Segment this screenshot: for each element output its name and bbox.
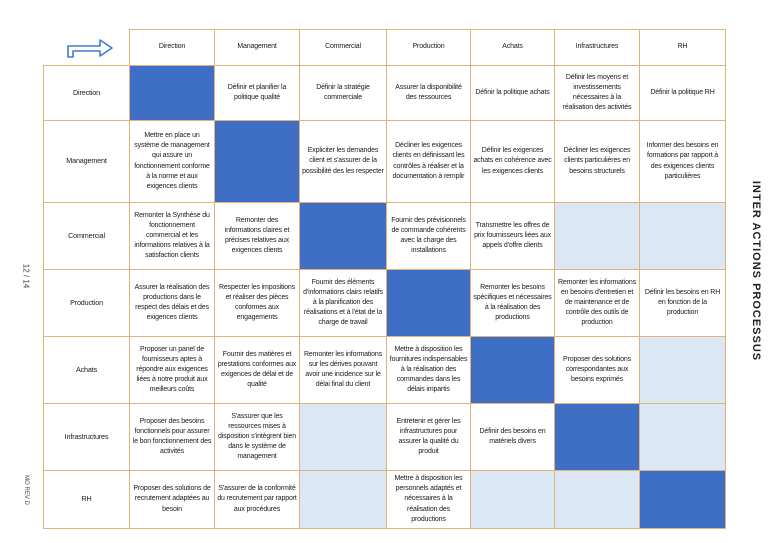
interaction-cell: Remonter la Synthèse du fonctionnement commercial et les informations relatives à la satisfaction clients bbox=[130, 203, 215, 270]
diagonal-cell bbox=[555, 404, 640, 471]
interaction-cell: Informer des besoins en formations par rapport à des exigences clients particulières bbox=[640, 121, 726, 203]
interaction-cell: Remonter des informations claires et précises relatives aux exigences clients bbox=[215, 203, 300, 270]
interaction-cell: Définir la stratégie commerciale bbox=[300, 66, 387, 121]
diagonal-cell bbox=[130, 66, 215, 121]
diagonal-cell bbox=[471, 337, 555, 404]
table-row bbox=[44, 203, 726, 270]
interaction-cell: Proposer des besoins fonctionnels pour assurer le bon fonctionnement des activités bbox=[130, 404, 215, 471]
row-header-achats: Achats bbox=[44, 337, 130, 404]
empty-cell bbox=[471, 471, 555, 529]
empty-cell bbox=[555, 471, 640, 529]
interaction-cell: Définir des besoins en matériels divers bbox=[471, 404, 555, 471]
interaction-cell: Définir les besoins en RH en fonction de la production bbox=[640, 270, 726, 337]
column-header-rh: RH bbox=[640, 30, 726, 66]
interaction-cell: Décliner les exigences clients particulières en besoins structurels bbox=[555, 121, 640, 203]
interaction-cell: Définir les exigences achats en cohérence avec les exigences clients bbox=[471, 121, 555, 203]
interaction-cell: Fournir des matières et prestations conformes aux exigences de délai et de qualité bbox=[215, 337, 300, 404]
column-header-management: Management bbox=[215, 30, 300, 66]
table-row bbox=[44, 121, 726, 203]
interaction-cell: Mettre à disposition les fournitures indispensables à la réalisation des commandes dans les délais impartis bbox=[387, 337, 471, 404]
column-header-commercial: Commercial bbox=[300, 30, 387, 66]
arrow-right-icon bbox=[66, 37, 114, 59]
row-header-rh: RH bbox=[44, 471, 130, 529]
row-header-production: Production bbox=[44, 270, 130, 337]
row-header-infrastructures: Infrastructures bbox=[44, 404, 130, 471]
document-code: MO REV D bbox=[23, 475, 29, 505]
column-header-production: Production bbox=[387, 30, 471, 66]
interaction-cell: Proposer des solutions de recrutement adaptées au besoin bbox=[130, 471, 215, 529]
row-header-commercial: Commercial bbox=[44, 203, 130, 270]
interaction-cell: Proposer un panel de fournisseurs aptes à répondre aux exigences liées à notre produit aux meilleurs coûts bbox=[130, 337, 215, 404]
table-row bbox=[44, 270, 726, 337]
row-header-management: Management bbox=[44, 121, 130, 203]
interaction-cell: Définir la politique achats bbox=[471, 66, 555, 121]
interaction-cell: Remonter les informations en besoins d'entretien et de maintenance et de contrôle des outils de production bbox=[555, 270, 640, 337]
interaction-matrix bbox=[43, 29, 726, 529]
interaction-cell: Décliner les exigences clients en définissant les contrôles à réaliser et la documentation à remplir bbox=[387, 121, 471, 203]
interaction-cell: Définir la politique RH bbox=[640, 66, 726, 121]
interaction-cell: Définir les moyens et investissements nécessaires à la réalisation des activités bbox=[555, 66, 640, 121]
diagonal-cell bbox=[215, 121, 300, 203]
interaction-cell: Assurer la réalisation des productions dans le respect des délais et des exigences clients bbox=[130, 270, 215, 337]
table-row bbox=[44, 404, 726, 471]
header-row bbox=[44, 30, 726, 66]
column-header-direction: Direction bbox=[130, 30, 215, 66]
empty-cell bbox=[640, 337, 726, 404]
interaction-cell: Remonter les besoins spécifiques et nécessaires à la réalisation des productions bbox=[471, 270, 555, 337]
interaction-cell: Définir et planifier la politique qualité bbox=[215, 66, 300, 121]
interaction-cell: Fournir des prévisionnels de commande cohérents avec la charge des installations bbox=[387, 203, 471, 270]
diagonal-cell bbox=[300, 203, 387, 270]
table-row bbox=[44, 471, 726, 529]
document-title: INTER ACTIONS PROCESSUS bbox=[750, 180, 762, 362]
empty-cell bbox=[640, 203, 726, 270]
interaction-cell: Expliciter les demandes client et s'assurer de la possibilité des les respecter bbox=[300, 121, 387, 203]
column-header-achats: Achats bbox=[471, 30, 555, 66]
page-number: 12 / 14 bbox=[21, 263, 31, 289]
interaction-cell: Mettre à disposition les personnels adaptés et nécessaires à la réalisation des productions bbox=[387, 471, 471, 529]
interaction-cell: Remonter les informations sur les dérives pouvant avoir une incidence sur le délai final du client bbox=[300, 337, 387, 404]
interaction-cell: Proposer des solutions correspondantes aux besoins exprimés bbox=[555, 337, 640, 404]
diagonal-cell bbox=[387, 270, 471, 337]
row-header-direction: Direction bbox=[44, 66, 130, 121]
diagonal-cell bbox=[640, 471, 726, 529]
interaction-cell: S'assurer que les ressources mises à disposition s'intègrent bien dans le système de management bbox=[215, 404, 300, 471]
interaction-cell: S'assurer de la conformité du recrutement par rapport aux procédures bbox=[215, 471, 300, 529]
interaction-cell: Respecter les impositions et réaliser des pièces conformes aux engagements bbox=[215, 270, 300, 337]
table-row bbox=[44, 337, 726, 404]
corner-cell bbox=[44, 30, 130, 66]
empty-cell bbox=[300, 404, 387, 471]
empty-cell bbox=[300, 471, 387, 529]
table-row bbox=[44, 66, 726, 121]
interaction-cell: Fournir des éléments d'informations clairs relatifs à la planification des réalisations et à l'état de la charge de travail bbox=[300, 270, 387, 337]
interaction-cell: Mettre en place un système de management qui assure un fonctionnement conforme à la norme et aux exigences clients bbox=[130, 121, 215, 203]
column-header-infrastructures: Infrastructures bbox=[555, 30, 640, 66]
interaction-cell: Assurer la disponibilité des ressources bbox=[387, 66, 471, 121]
interaction-cell: Entretenir et gérer les infrastructures pour assurer la qualité du produit bbox=[387, 404, 471, 471]
empty-cell bbox=[555, 203, 640, 270]
empty-cell bbox=[640, 404, 726, 471]
interaction-cell: Transmettre les offres de prix fournisseurs liées aux appels d'offre clients bbox=[471, 203, 555, 270]
